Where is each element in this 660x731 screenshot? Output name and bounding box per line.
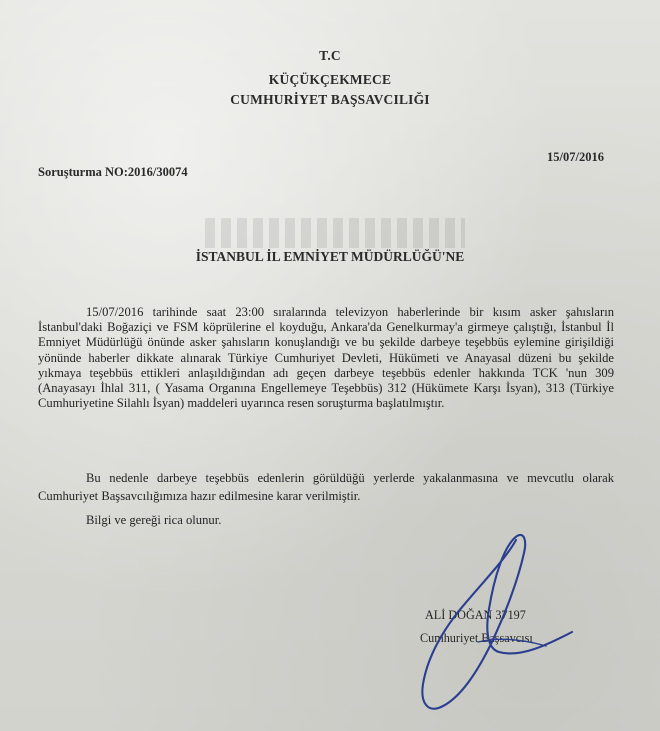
header-office: CUMHURİYET BAŞSAVCILIĞI	[230, 92, 430, 107]
document-date: 15/07/2016	[547, 150, 604, 164]
case-number: Soruşturma NO:2016/30074	[38, 165, 188, 179]
body-paragraph-2: Bu nedenle darbeye teşebbüs edenlerin görüldüğü yerlerde yakalanmasına ve mevcutlu olarak Cumhuriyet Başsavcılığımıza hazır edilmesine karar verilmiştir.	[38, 471, 614, 503]
addressee-line: İSTANBUL İL EMNİYET MÜDÜRLÜĞÜ'NE	[195, 249, 465, 264]
bleed-through-mark	[205, 218, 465, 248]
signer-name: ALİ DOĞAN 37197	[425, 608, 526, 622]
body-paragraph-3: Bilgi ve gereği rica olunur.	[86, 513, 222, 527]
body-paragraph-1: 15/07/2016 tarihinde saat 23:00 sıralarında televizyon haberlerinde bir kısım asker şahısların İstanbul'daki Boğaziçi ve FSM köprülerine el koyduğu, Ankara'da Genelkurmay'a girmeye çalıştığı, İstanbul İl Emniyet Müdürlüğü önünde asker şahısların konuşlandığı ve bu şekilde darbeye teşebbüs eylemine girişildiği yönünde haberler dikkate alınarak Türkiye Cumhuriyet Devleti, Hükümeti ve Anayasal düzeni bu şekilde yıkmaya teşebbüs ettikleri anlaşıldığından adı geçen darbeye teşebbüs edenler hakkında TCK 'nun 309 (Anayasayı İhlal 311, ( Yasama Organına Engellemeye Teşebbüs) 312 (Hükümete Karşı İsyan), 313 (Türkiye Cumhuriyetine Silahlı İsyan) maddeleri uyarınca resen soruşturma başlatılmıştır.	[38, 305, 614, 411]
header-district: KÜÇÜKÇEKMECE	[268, 72, 392, 87]
signer-title: Cumhuriyet Başsavcısı	[420, 631, 533, 645]
header-country: T.C	[319, 48, 341, 63]
letter-body	[38, 305, 614, 411]
